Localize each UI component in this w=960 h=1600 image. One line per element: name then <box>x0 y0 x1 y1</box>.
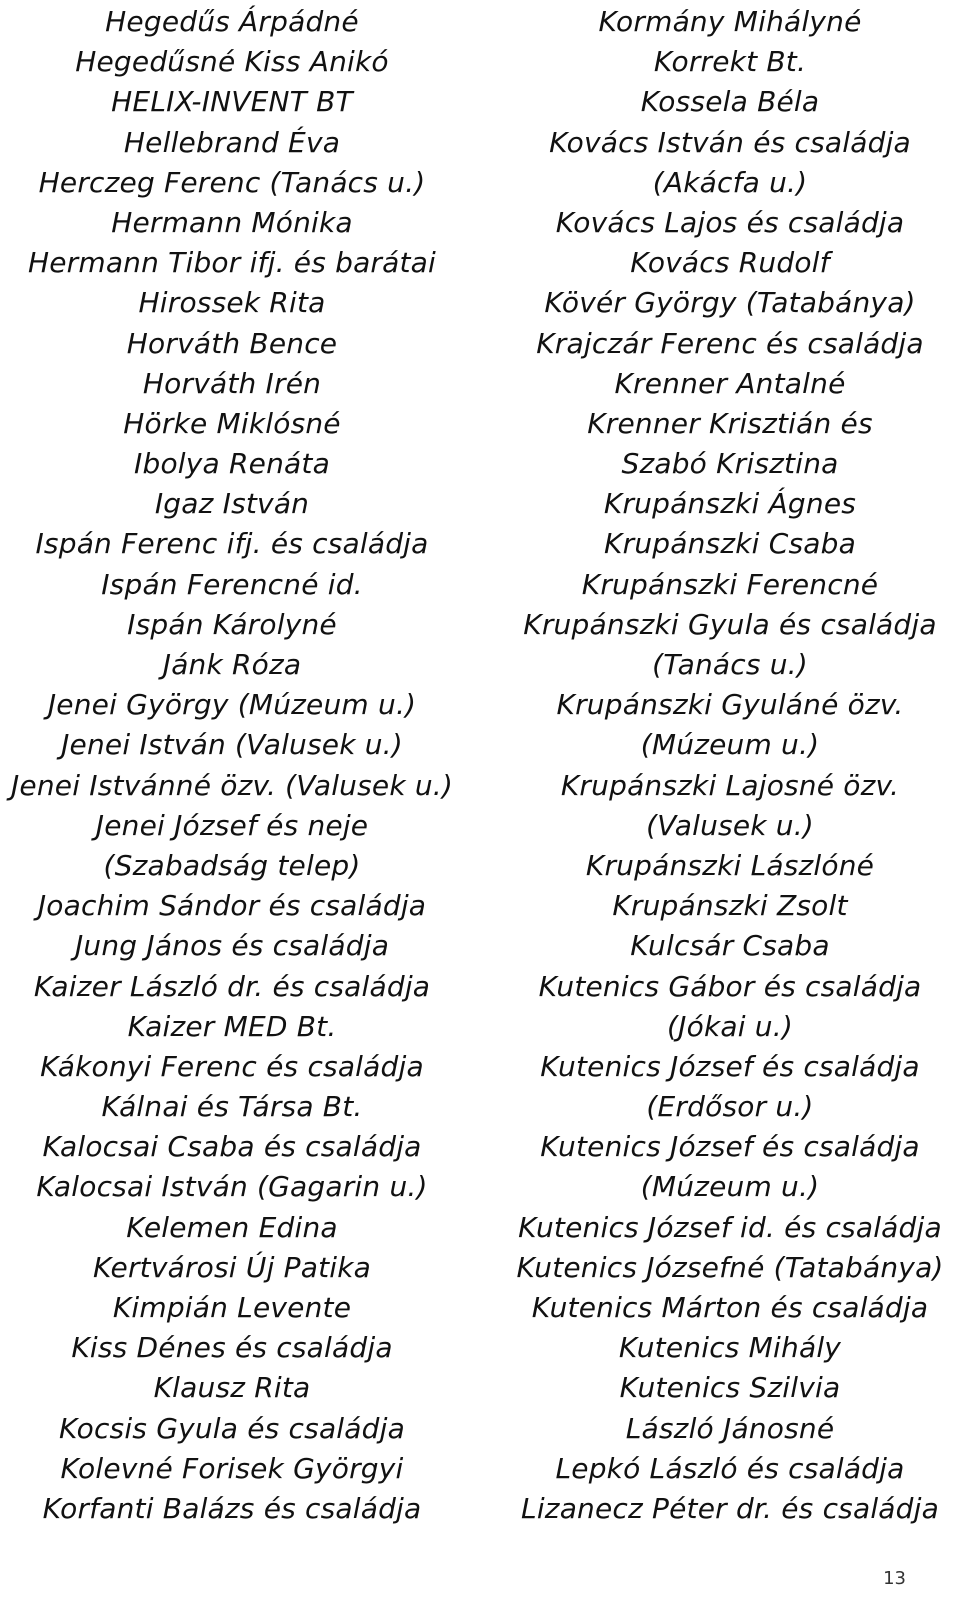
list-entry: Kovács Lajos és családja <box>555 205 905 239</box>
list-entry: Kalocsai István (Gagarin u.) <box>36 1170 428 1204</box>
list-entry: Horváth Bence <box>126 326 338 360</box>
list-entry: Krupánszki Lajosné özv. <box>560 768 900 802</box>
list-entry: Kelemen Edina <box>126 1210 338 1244</box>
list-entry: (Múzeum u.) <box>640 728 820 762</box>
list-entry: Hirossek Rita <box>138 286 326 320</box>
list-entry: Kocsis Gyula és családja <box>59 1411 405 1445</box>
list-entry: Igaz István <box>154 487 310 521</box>
left-name-list <box>0 2 464 1529</box>
list-entry: Kutenics József és családja <box>540 1049 920 1083</box>
list-entry: Krenner Krisztián és <box>587 406 873 440</box>
list-entry: Kutenics József id. és családja <box>518 1210 942 1244</box>
list-entry: Kutenics Józsefné (Tatabánya) <box>516 1250 944 1284</box>
list-entry: Krupánszki Zsolt <box>612 889 848 923</box>
list-entry: Kutenics Márton és családja <box>531 1291 929 1324</box>
list-entry: Kutenics Szilvia <box>619 1371 841 1405</box>
list-entry: Kolevné Forisek Györgyi <box>60 1451 404 1485</box>
list-entry: Kálnai és Társa Bt. <box>101 1090 363 1124</box>
list-entry: Kormány Mihályné <box>598 5 862 38</box>
list-entry: (Valusek u.) <box>646 808 814 842</box>
list-entry: Ispán Károlyné <box>127 607 337 641</box>
list-entry: Ispán Ferencné id. <box>101 567 363 601</box>
list-entry: Krupánszki Lászlóné <box>585 848 875 882</box>
list-entry: Krupánszki Csaba <box>604 527 856 561</box>
list-entry: (Erdősor u.) <box>646 1090 814 1124</box>
list-entry: Kaizer MED Bt. <box>127 1009 337 1043</box>
list-entry: Kovács István és családja <box>549 125 911 159</box>
list-entry: Hegedűs Árpádné <box>105 5 359 38</box>
list-entry: Krupánszki Ferencné <box>581 567 879 601</box>
list-entry: Ibolya Renáta <box>134 447 330 481</box>
page-number: 13 <box>883 1568 906 1589</box>
list-entry: Kalocsai Csaba és családja <box>42 1130 422 1164</box>
list-entry: Hörke Miklósné <box>123 406 341 440</box>
list-entry: Kutenics Gábor és családja <box>538 969 922 1003</box>
list-entry: (Akácfa u.) <box>652 165 808 199</box>
list-entry: Kulcsár Csaba <box>630 929 830 963</box>
list-entry: Jánk Róza <box>162 648 302 681</box>
list-entry: Krajczár Ferenc és családja <box>536 326 924 360</box>
list-entry: (Múzeum u.) <box>640 1170 820 1204</box>
list-entry: Krupánszki Ágnes <box>603 487 857 521</box>
list-entry: Kiss Dénes és családja <box>71 1331 393 1365</box>
list-entry: Hellebrand Éva <box>123 125 341 159</box>
list-entry: Kossela Béla <box>640 85 820 119</box>
list-entry: Szabó Krisztina <box>621 447 839 481</box>
list-entry: (Tanács u.) <box>652 648 808 681</box>
list-entry: Hegedűsné Kiss Anikó <box>75 45 389 79</box>
list-entry: Jenei József és neje <box>95 808 369 842</box>
list-entry: Joachim Sándor és családja <box>37 889 427 923</box>
list-entry: Lizanecz Péter dr. és családja <box>521 1491 939 1525</box>
list-entry: Kertvárosi Új Patika <box>92 1250 372 1284</box>
list-entry: Kimpián Levente <box>112 1291 352 1324</box>
list-entry: Korfanti Balázs és családja <box>42 1491 422 1525</box>
list-entry: Horváth Irén <box>142 366 322 400</box>
list-entry: Kutenics József és családja <box>540 1130 920 1164</box>
list-entry: (Jókai u.) <box>667 1009 793 1043</box>
list-entry: Kaizer László dr. és családja <box>33 969 431 1003</box>
right-name-list <box>500 2 960 1529</box>
list-entry: László Jánosné <box>625 1411 835 1445</box>
list-entry: Jenei István (Valusek u.) <box>61 728 403 762</box>
list-entry: Jung János és családja <box>74 929 390 963</box>
list-entry: Hermann Mónika <box>111 205 353 239</box>
list-entry: Jenei György (Múzeum u.) <box>47 688 417 722</box>
list-entry: Ispán Ferenc ifj. és családja <box>35 527 429 561</box>
list-entry: Krupánszki Gyuláné özv. <box>556 688 904 722</box>
list-entry: (Szabadság telep) <box>103 848 361 882</box>
list-entry: Klausz Rita <box>153 1371 311 1405</box>
list-entry: Hermann Tibor ifj. és barátai <box>27 246 437 280</box>
list-entry: Kövér György (Tatabánya) <box>544 286 916 320</box>
list-entry: Jenei Istvánné özv. (Valusek u.) <box>10 768 454 802</box>
list-entry: Krenner Antalné <box>614 366 846 400</box>
list-entry: Kutenics Mihály <box>618 1331 842 1365</box>
list-entry: Krupánszki Gyula és családja <box>523 607 937 641</box>
list-entry: Lepkó László és családja <box>555 1451 905 1485</box>
list-entry: Kovács Rudolf <box>630 246 830 280</box>
list-entry: HELIX-INVENT BT <box>111 85 353 119</box>
list-entry: Korrekt Bt. <box>653 45 807 79</box>
list-entry: Kákonyi Ferenc és családja <box>40 1049 424 1083</box>
list-entry: Herczeg Ferenc (Tanács u.) <box>38 165 426 199</box>
